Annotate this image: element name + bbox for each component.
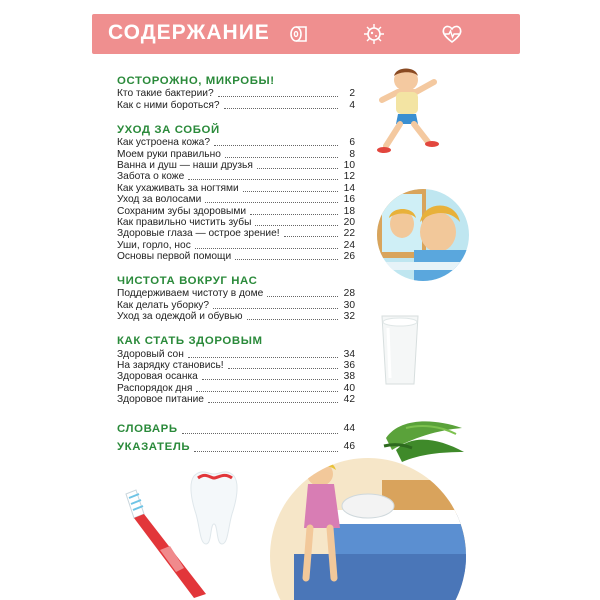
dot-leader xyxy=(255,225,338,226)
dot-leader xyxy=(218,96,338,97)
entry-title: Поддерживаем чистоту в доме xyxy=(117,288,264,300)
entry-title: Уход за одеждой и обувью xyxy=(117,311,243,323)
dot-leader xyxy=(205,202,338,203)
toc-entry[interactable] xyxy=(117,299,355,310)
heart-pulse-icon xyxy=(440,22,464,46)
entry-page: 20 xyxy=(343,216,355,228)
entry-page: 24 xyxy=(343,239,355,251)
entry-title: УКАЗАТЕЛЬ xyxy=(117,441,191,454)
toc-entry[interactable] xyxy=(117,382,355,393)
entry-page: 44 xyxy=(343,423,355,435)
exercising-boy-illustration xyxy=(372,62,444,158)
toc-entry[interactable] xyxy=(117,251,355,262)
toc-entry[interactable] xyxy=(117,171,355,182)
section-title: ЧИСТОТА ВОКРУГ НАС xyxy=(117,275,258,288)
toc-entry[interactable] xyxy=(117,194,355,205)
entry-page: 30 xyxy=(343,299,355,311)
entry-title: Кто такие бактерии? xyxy=(117,88,214,100)
toc-entry-glossary[interactable] xyxy=(117,422,355,436)
dot-leader xyxy=(228,368,338,369)
entry-title: Распорядок дня xyxy=(117,382,193,394)
toc-entry[interactable] xyxy=(117,182,355,193)
toc-entry[interactable] xyxy=(117,311,355,322)
dot-leader xyxy=(257,168,338,169)
entry-title: На зарядку становись! xyxy=(117,360,224,372)
entry-title: Уши, горло, нос xyxy=(117,239,191,251)
entry-title: Как с ними бороться? xyxy=(117,99,220,111)
toc-entry[interactable] xyxy=(117,205,355,216)
toc-entry[interactable] xyxy=(117,99,355,110)
tooth-illustration xyxy=(188,468,240,546)
entry-page: 34 xyxy=(343,348,355,360)
girl-making-bed-illustration xyxy=(270,458,466,600)
entry-title: Уход за волосами xyxy=(117,194,202,206)
toc-entry[interactable] xyxy=(117,288,355,299)
entry-title: Основы первой помощи xyxy=(117,251,232,263)
dot-leader xyxy=(196,391,338,392)
microbe-icon xyxy=(362,22,386,46)
toilet-paper-icon xyxy=(288,22,312,46)
milk-glass-illustration xyxy=(378,312,422,388)
toc-entry[interactable] xyxy=(117,160,355,171)
dot-leader xyxy=(284,236,338,237)
entry-page: 26 xyxy=(343,251,355,263)
entry-page: 10 xyxy=(343,159,355,171)
entry-page: 46 xyxy=(343,441,355,453)
dot-leader xyxy=(247,319,338,320)
dot-leader xyxy=(208,402,338,403)
entry-page: 2 xyxy=(349,88,355,100)
entry-title: Как ухаживать за ногтями xyxy=(117,182,239,194)
table-of-contents xyxy=(117,74,355,454)
dot-leader xyxy=(224,108,338,109)
toc-entry[interactable] xyxy=(117,228,355,239)
dot-leader xyxy=(225,157,338,158)
entry-title: Здоровые глаза — острое зрение! xyxy=(117,228,280,240)
entry-title: Как правильно чистить зубы xyxy=(117,216,252,228)
entry-page: 8 xyxy=(349,148,355,160)
entry-title: Как делать уборку? xyxy=(117,299,210,311)
section-title: ОСТОРОЖНО, МИКРОБЫ! xyxy=(117,75,275,87)
toc-section-microbes xyxy=(117,74,355,111)
entry-title: СЛОВАРЬ xyxy=(117,423,178,436)
entry-title: Моем руки правильно xyxy=(117,148,221,160)
dot-leader xyxy=(202,379,338,380)
entry-title: Забота о коже xyxy=(117,171,185,183)
toc-section-health xyxy=(117,334,355,405)
toc-entry[interactable] xyxy=(117,137,355,148)
entry-page: 16 xyxy=(343,194,355,206)
dot-leader xyxy=(182,433,338,434)
toc-entry[interactable] xyxy=(117,394,355,405)
dot-leader xyxy=(194,451,338,452)
toc-section-self-care xyxy=(117,123,355,262)
toc-entry[interactable] xyxy=(117,371,355,382)
toc-entry[interactable] xyxy=(117,148,355,159)
entry-page: 38 xyxy=(343,371,355,383)
toc-entry[interactable] xyxy=(117,217,355,228)
dot-leader xyxy=(235,259,338,260)
entry-title: Ванна и душ — наши друзья xyxy=(117,159,253,171)
dot-leader xyxy=(213,308,338,309)
entry-page: 12 xyxy=(343,171,355,183)
section-title: КАК СТАТЬ ЗДОРОВЫМ xyxy=(117,335,263,348)
entry-page: 40 xyxy=(343,382,355,394)
toc-entry-index[interactable] xyxy=(117,440,355,454)
toc-entry[interactable] xyxy=(117,348,355,359)
section-title: УХОД ЗА СОБОЙ xyxy=(117,123,220,136)
entry-page: 42 xyxy=(343,394,355,406)
dot-leader xyxy=(243,191,338,192)
page-title: СОДЕРЖАНИЕ xyxy=(108,21,270,44)
toc-section-cleanliness xyxy=(117,274,355,322)
boy-brushing-teeth-illustration xyxy=(376,188,470,282)
dot-leader xyxy=(195,248,338,249)
entry-title: Здоровая осанка xyxy=(117,371,198,383)
entry-page: 14 xyxy=(343,182,355,194)
entry-title: Сохраним зубы здоровыми xyxy=(117,205,247,217)
toc-entry[interactable] xyxy=(117,88,355,99)
dot-leader xyxy=(214,145,338,146)
toc-entry[interactable] xyxy=(117,239,355,250)
dot-leader xyxy=(267,296,338,297)
entry-title: Здоровое питание xyxy=(117,394,204,406)
dot-leader xyxy=(188,179,338,180)
entry-page: 28 xyxy=(343,288,355,300)
entry-page: 22 xyxy=(343,228,355,240)
header-banner xyxy=(92,14,520,54)
entry-page: 6 xyxy=(349,137,355,149)
entry-page: 36 xyxy=(343,360,355,372)
dot-leader xyxy=(188,357,338,358)
dot-leader xyxy=(250,214,338,215)
entry-page: 32 xyxy=(343,311,355,323)
entry-page: 18 xyxy=(343,205,355,217)
toc-entry[interactable] xyxy=(117,360,355,371)
entry-title: Как устроена кожа? xyxy=(117,137,211,149)
entry-page: 4 xyxy=(349,99,355,111)
entry-title: Здоровый сон xyxy=(117,348,184,360)
